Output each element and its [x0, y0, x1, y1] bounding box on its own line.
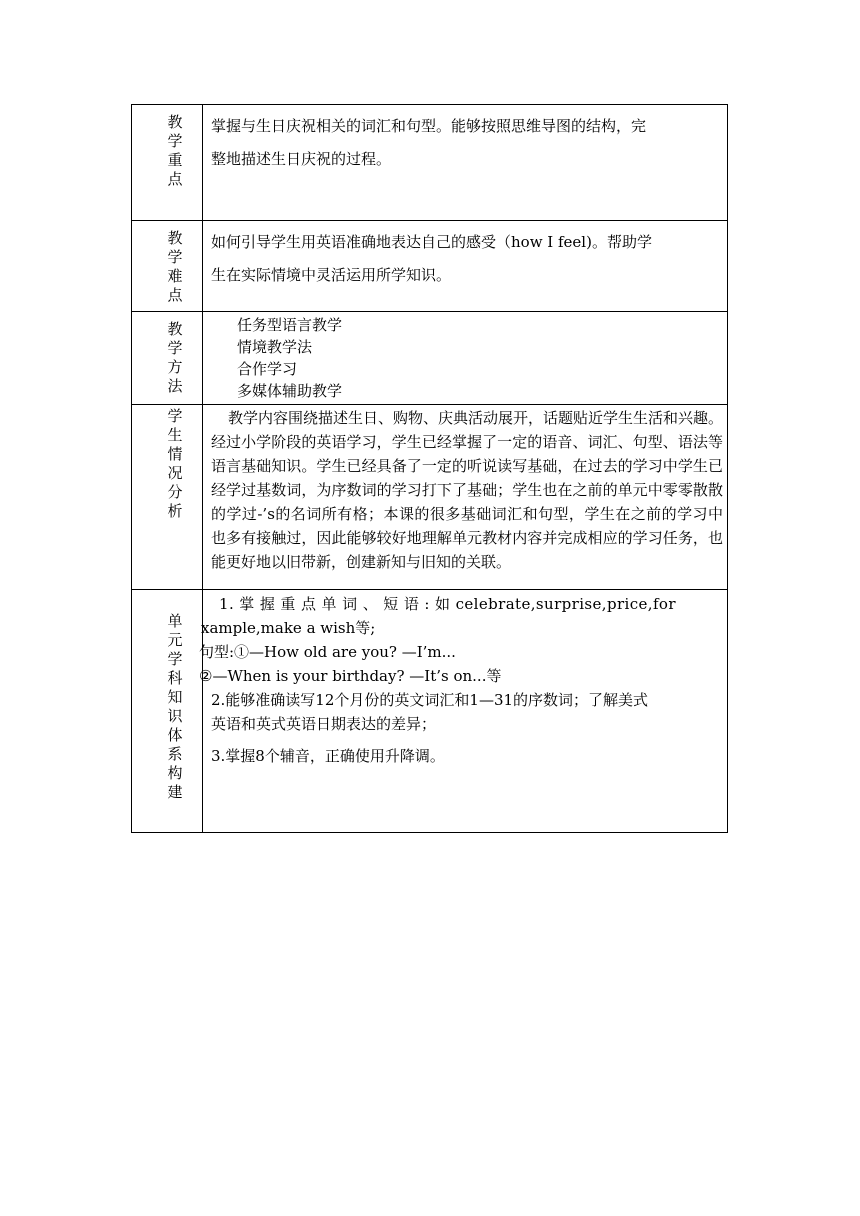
label-char: 方	[167, 358, 183, 376]
method-item: 多媒体辅助教学	[237, 382, 343, 400]
label-char: 体	[167, 726, 183, 744]
knowledge-line: ②—When is your birthday? —It’s on...等	[199, 667, 502, 685]
method-item: 情境教学法	[237, 338, 313, 356]
label-char: 析	[167, 502, 183, 520]
label-char: 构	[167, 764, 183, 782]
label-char: 学	[167, 339, 183, 357]
label-char: 重	[167, 151, 183, 169]
key-points-label	[132, 105, 202, 189]
label-char: 学	[167, 650, 183, 668]
method-item: 任务型语言教学	[237, 316, 343, 334]
row-knowledge-system	[132, 590, 728, 833]
label-char: 情	[167, 445, 183, 463]
knowledge-content-cell	[199, 590, 728, 833]
row-key-points	[132, 105, 728, 221]
label-char: 分	[167, 483, 183, 501]
label-char: 元	[167, 631, 183, 649]
label-char: 学	[167, 248, 183, 266]
knowledge-line: 句型:①—How old are you? —I’m...	[199, 643, 456, 661]
label-char: 教	[167, 320, 183, 338]
knowledge-line: 1. 掌 握 重 点 单 词 、 短 语 : 如 celebrate,surprise,price,for	[219, 595, 676, 613]
label-char: 知	[167, 688, 183, 706]
label-char: 学	[167, 132, 183, 150]
difficulties-label	[132, 221, 202, 305]
label-char: 学	[167, 407, 183, 425]
key-points-label-cell	[132, 105, 203, 221]
label-char: 教	[167, 229, 183, 247]
row-difficulties	[132, 221, 728, 312]
lesson-plan-table	[131, 104, 728, 833]
text-line: 生在实际情境中灵活运用所学知识。	[211, 266, 452, 284]
method-item: 合作学习	[237, 360, 298, 378]
analysis-label	[132, 405, 202, 521]
methods-content	[203, 312, 727, 402]
knowledge-label	[132, 590, 202, 802]
knowledge-line: 2.能够准确读写12个月份的英文词汇和1—31的序数词；了解美式	[211, 691, 649, 709]
difficulties-label-cell	[132, 221, 203, 312]
label-char: 难	[167, 267, 183, 285]
label-char: 点	[167, 286, 183, 304]
analysis-label-cell	[132, 405, 203, 590]
difficulties-content-cell	[203, 221, 728, 312]
label-char: 系	[167, 745, 183, 763]
row-student-analysis	[132, 405, 728, 590]
key-points-content	[203, 105, 727, 176]
knowledge-content	[199, 590, 727, 768]
label-char: 科	[167, 669, 183, 687]
methods-label-cell	[132, 312, 203, 405]
text-line: 如何引导学生用英语准确地表达自己的感受（how I feel)。帮助学	[211, 233, 652, 251]
knowledge-line: xample,make a wish等;	[201, 619, 376, 637]
knowledge-line: 英语和英式英语日期表达的差异；	[211, 715, 437, 733]
key-points-content-cell	[203, 105, 728, 221]
label-char: 生	[167, 426, 183, 444]
analysis-content-cell	[203, 405, 728, 590]
text-line: 掌握与生日庆祝相关的词汇和句型。能够按照思维导图的结构，完	[211, 117, 647, 135]
difficulties-content	[203, 221, 727, 292]
label-char: 识	[167, 707, 183, 725]
knowledge-label-cell	[132, 590, 203, 833]
text-line: 整地描述生日庆祝的过程。	[211, 150, 392, 168]
row-methods	[132, 312, 728, 405]
label-char: 建	[167, 783, 183, 801]
knowledge-line: 3.掌握8个辅音，正确使用升降调。	[211, 747, 445, 765]
methods-label	[132, 312, 202, 396]
label-char: 教	[167, 113, 183, 131]
label-char: 单	[167, 612, 183, 630]
label-char: 法	[167, 377, 183, 395]
label-char: 况	[167, 464, 183, 482]
label-char: 点	[167, 170, 183, 188]
methods-content-cell	[203, 312, 728, 405]
analysis-paragraph: 教学内容围绕描述生日、购物、庆典活动展开，话题贴近学生生活和兴趣。经过小学阶段的英语学习，学生已经掌握了一定的语音、词汇、句型、语法等语言基础知识。学生已经具备了一定的听说读写基础，在过去的学习中学生已经学过基数词，为序数词的学习打下了基础；学生也在之前的单元中零零散散的学过-’s的名词所有格；本课的很多基础词汇和句型，学生在之前的学习中也多有接触过，因此能够较好地理解单元教材内容并完成相应的学习任务，也能更好地以旧带新，创建新知与旧知的关联。	[211, 409, 724, 571]
